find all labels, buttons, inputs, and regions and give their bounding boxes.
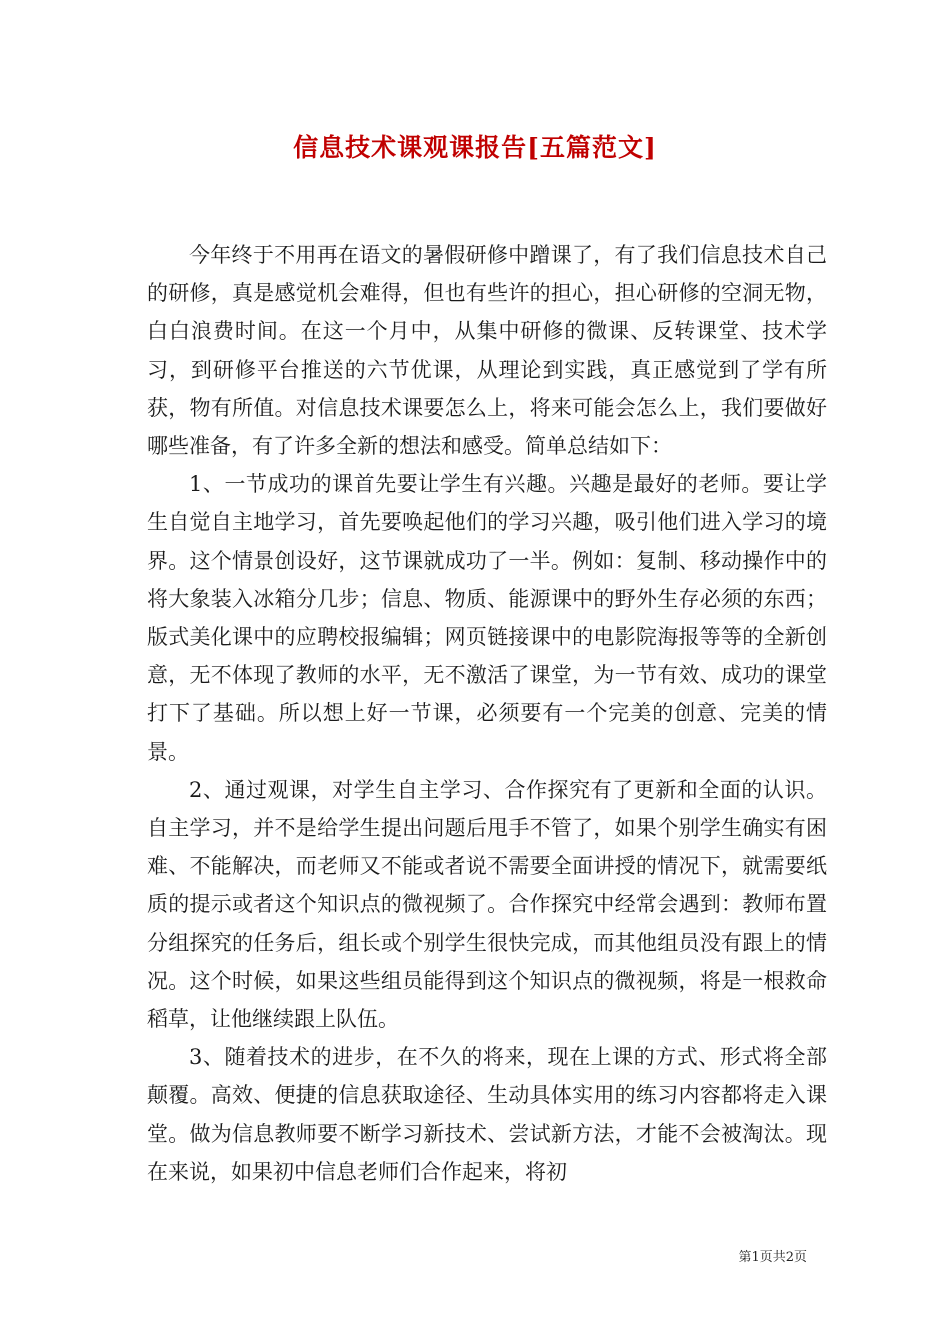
- page-number-footer: 第1页共2页: [738, 1250, 807, 1265]
- document-body: [147, 236, 827, 1191]
- paragraph-intro: 今年终于不用再在语文的暑假研修中蹭课了，有了我们信息技术自己的研修，真是感觉机会难得，但也有些许的担心，担心研修的空洞无物，白白浪费时间。在这一个月中，从集中研修的微课、反转课堂、技术学习，到研修平台推送的六节优课，从理论到实践，真正感觉到了学有所获，物有所值。对信息技术课要怎么上，将来可能会怎么上，我们要做好哪些准备，有了许多全新的想法和感受。简单总结如下：: [147, 243, 827, 459]
- paragraph-point-3: 3、随着技术的进步，在不久的将来，现在上课的方式、形式将全部颠覆。高效、便捷的信息获取途径、生动具体实用的练习内容都将走入课堂。做为信息教师要不断学习新技术、尝试新方法，才能不会被淘汰。现在来说，如果初中信息老师们合作起来，将初: [147, 1045, 827, 1184]
- paragraph-point-1: 1、一节成功的课首先要让学生有兴趣。兴趣是最好的老师。要让学生自觉自主地学习，首先要唤起他们的学习兴趣，吸引他们进入学习的境界。这个情景创设好，这节课就成功了一半。例如：复制、移动操作中的将大象装入冰箱分几步；信息、物质、能源课中的野外生存必须的东西；版式美化课中的应聘校报编辑；网页链接课中的电影院海报等等的全新创意，无不体现了教师的水平，无不激活了课堂，为一节有效、成功的课堂打下了基础。所以想上好一节课，必须要有一个完美的创意、完美的情景。: [147, 472, 827, 764]
- paragraph-point-2: 2、通过观课，对学生自主学习、合作探究有了更新和全面的认识。自主学习，并不是给学生提出问题后甩手不管了，如果个别学生确实有困难、不能解决，而老师又不能或者说不需要全面讲授的情况下，就需要纸质的提示或者这个知识点的微视频了。合作探究中经常会遇到：教师布置分组探究的任务后，组长或个别学生很快完成，而其他组员没有跟上的情况。这个时候，如果这些组员能得到这个知识点的微视频，将是一根救命稻草，让他继续跟上队伍。: [147, 777, 827, 1032]
- document-title: 信息技术课观课报告[五篇范文]: [293, 133, 657, 162]
